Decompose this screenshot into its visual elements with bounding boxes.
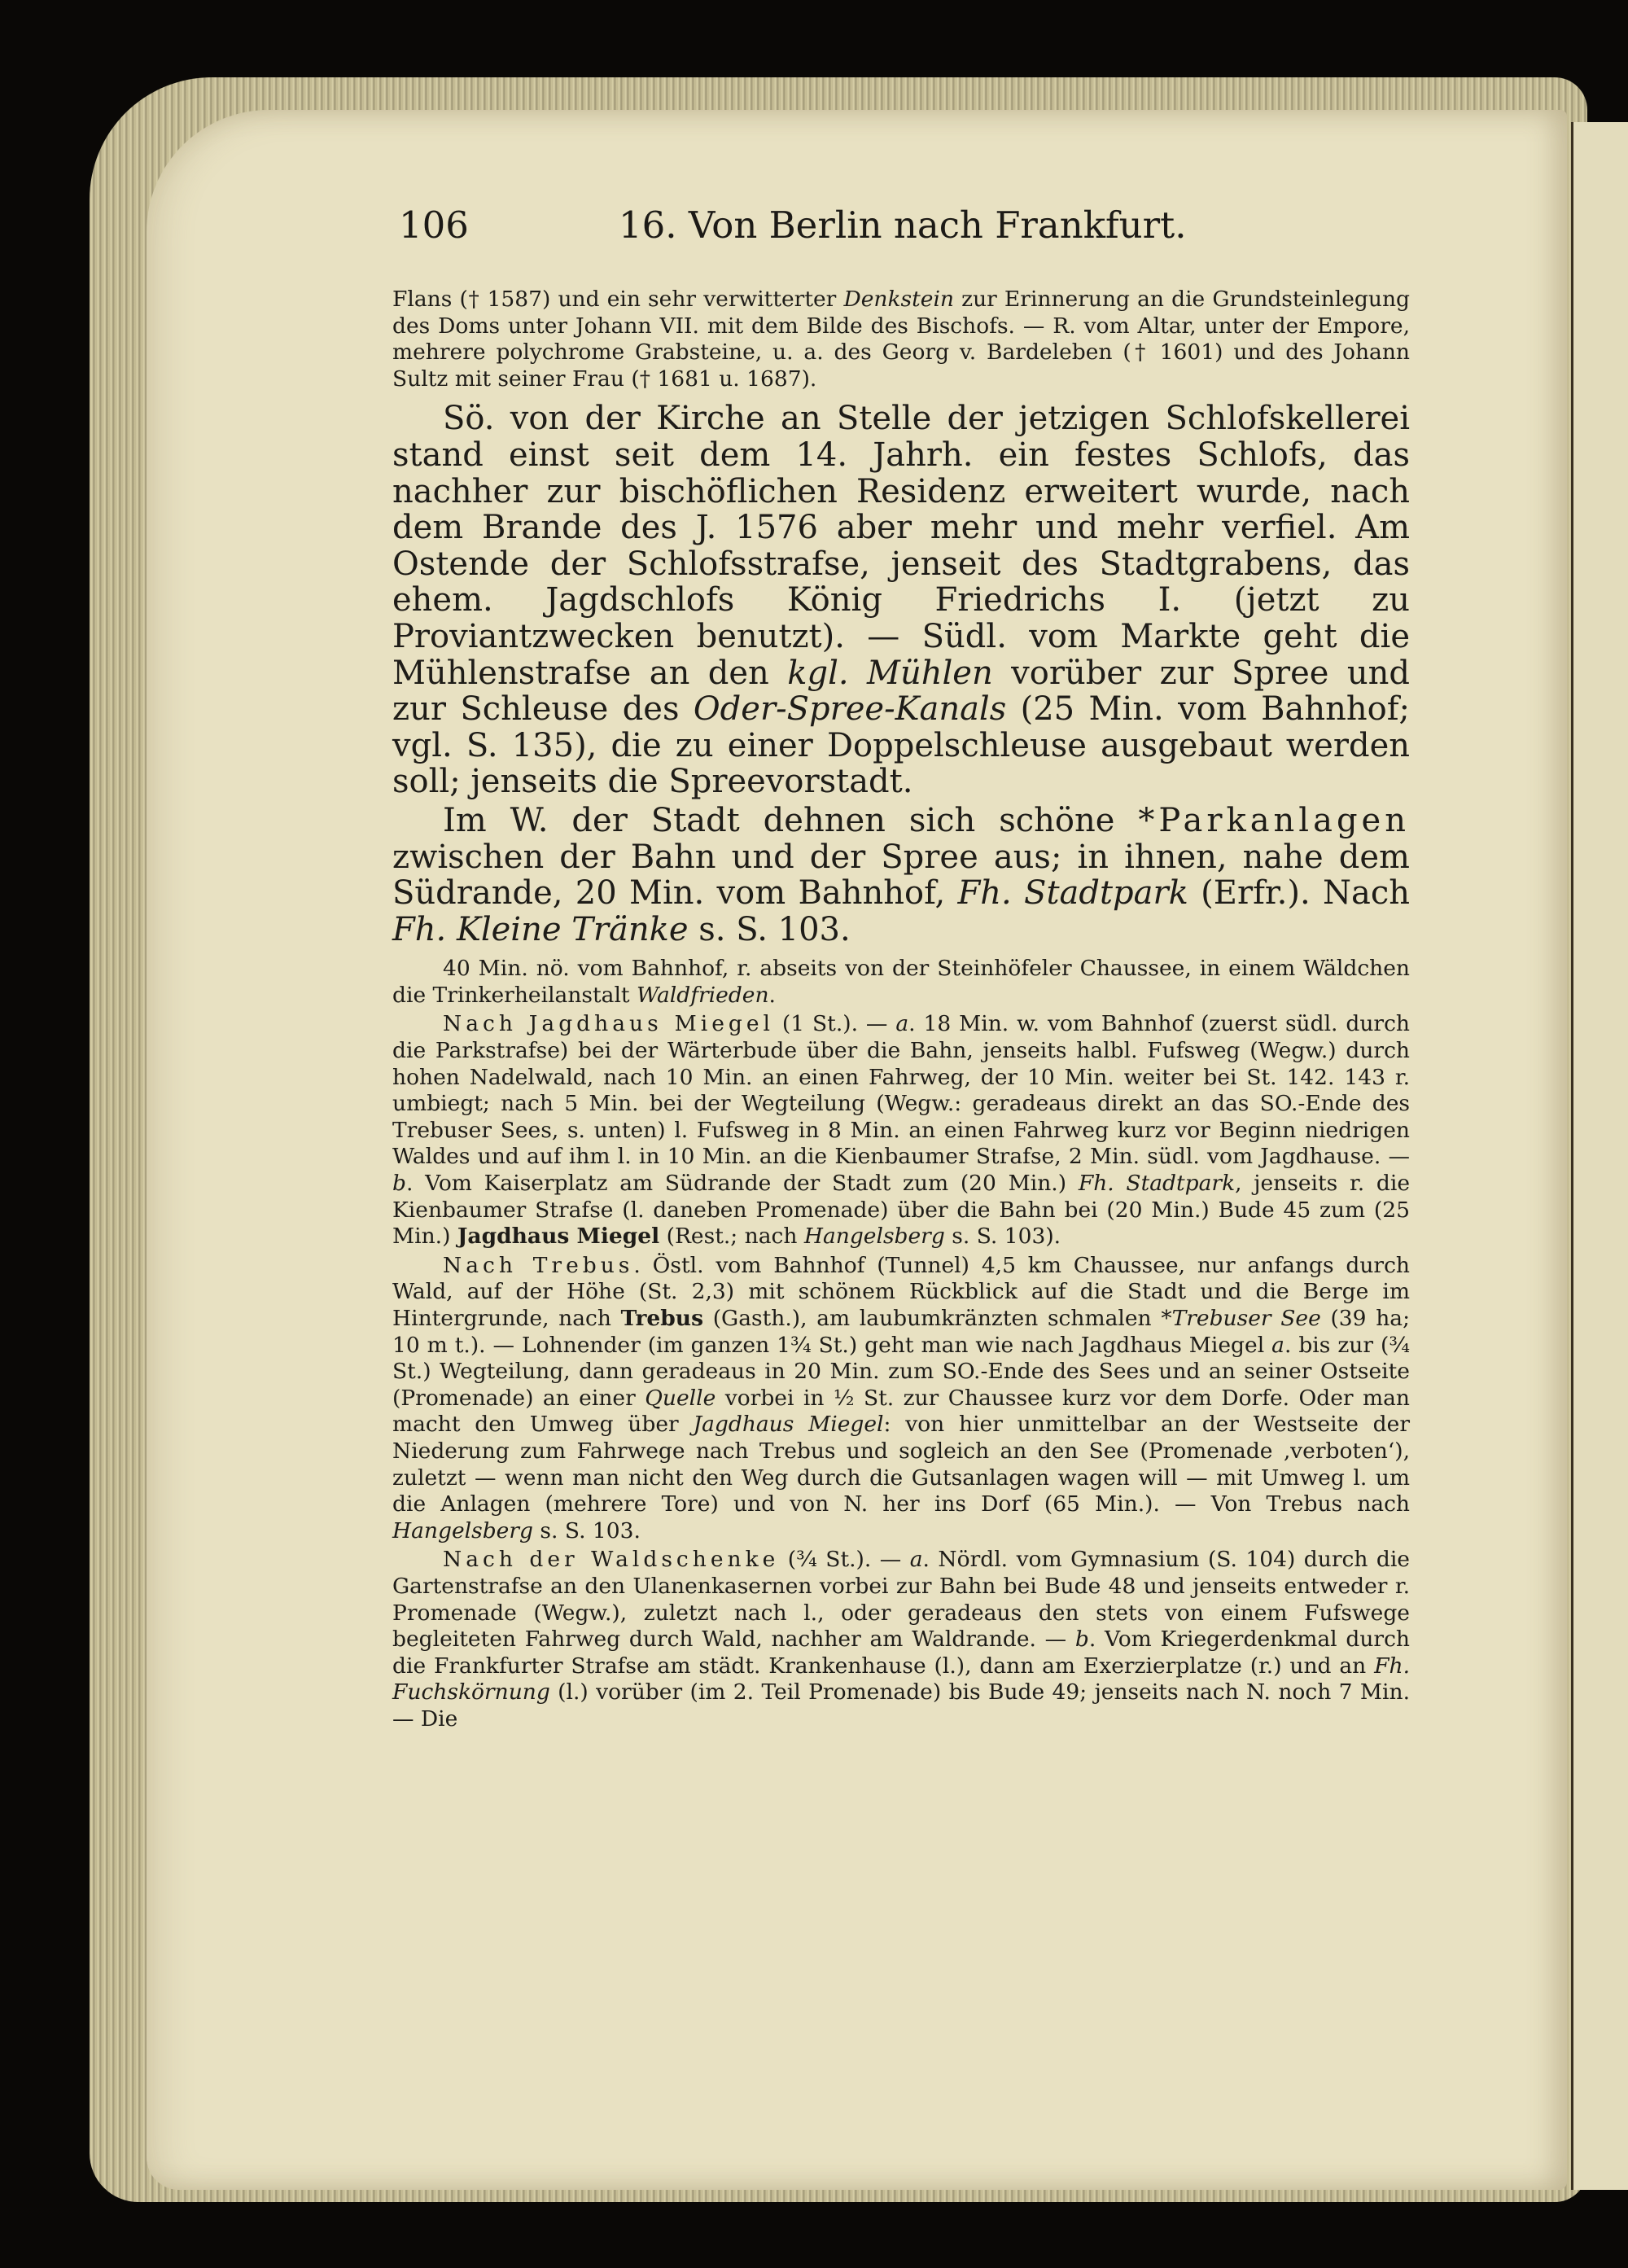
- paragraph-waldschenke: Nach der Waldschenke (¾ St.). — a. Nördl. vom Gymnasium (S. 104) durch die Gartenstrafse an den Ulanenkasernen vorbei zur Bahn bei Bude 48 und jenseits entweder r. Promenade (Wegw.), zuletzt nach l., oder geradeaus den stets von einem Fufswege begleiteten Fahrweg durch Wald, nachher am Waldrande. — b. Vom Kriegerdenkmal durch die Frankfurter Strafse am städt. Krankenhause (l.), dann am Exerzierplatze (r.) und an Fh. Fuchskörnung (l.) vorüber (im 2. Teil Promenade) bis Bude 49; jenseits nach N. noch 7 Min. — Die: [392, 1547, 1410, 1732]
- page-body: [392, 287, 1410, 1733]
- paragraph-parkanlagen: Im W. der Stadt dehnen sich schöne *Parkanlagen zwischen der Bahn und der Spree aus; in ihnen, nahe dem Südrande, 20 Min. vom Bahnhof, Fh. Stadtpark (Erfr.). Nach Fh. Kleine Tränke s. S. 103.: [392, 801, 1410, 948]
- paragraph-waldfrieden: 40 Min. nö. vom Bahnhof, r. abseits von der Steinhöfeler Chaussee, in einem Wäldchen die Trinkerheilanstalt Waldfrieden.: [392, 956, 1410, 1008]
- chapter-title: 16. Von Berlin nach Frankfurt.: [619, 204, 1187, 247]
- page-number: 106: [399, 204, 469, 247]
- paragraph-denkstein: Flans († 1587) und ein sehr verwitterter Denkstein zur Erinnerung an die Grundsteinlegung des Doms unter Johann VII. mit dem Bilde des Bischofs. — R. vom Altar, unter der Empore, mehrere polychrome Grabsteine, u. a. des Georg v. Bardeleben († 1601) und des Johann Sultz mit seiner Frau († 1681 u. 1687).: [392, 287, 1410, 392]
- running-header: [399, 204, 1408, 252]
- paragraph-jagdhaus-miegel: Nach Jagdhaus Miegel (1 St.). — a. 18 Min. w. vom Bahnhof (zuerst südl. durch die Parkstrafse) bei der Wärterbude über die Bahn, jenseits halbl. Fufsweg (Wegw.) durch hohen Nadelwald, nach 10 Min. an einen Fahrweg, der 10 Min. weiter bei St. 142. 143 r. umbiegt; nach 5 Min. bei der Wegteilung (Wegw.: geradeaus direkt an das SO.-Ende des Trebuser Sees, s. unten) l. Fufsweg in 8 Min. an einen Fahrweg kurz vor Beginn niedrigen Waldes und auf ihm l. in 10 Min. an die Kienbaumer Strafse, 2 Min. südl. vom Jagdhause. — b. Vom Kaiserplatz am Südrande der Stadt zum (20 Min.) Fh. Stadtpark, jenseits r. die Kienbaumer Strafse (l. daneben Promenade) über die Bahn bei (20 Min.) Bude 45 zum (25 Min.) Jagdhaus Miegel (Rest.; nach Hangelsberg s. S. 103).: [392, 1011, 1411, 1250]
- paragraph-trebus: Nach Trebus. Östl. vom Bahnhof (Tunnel) 4,5 km Chaussee, nur anfangs durch Wald, auf der Höhe (St. 2,3) mit schönem Rückblick auf die Stadt und die Berge im Hintergrunde, nach Trebus (Gasth.), am laubumkränzten schmalen *Trebuser See (39 ha; 10 m t.). — Lohnender (im ganzen 1¾ St.) geht man wie nach Jagdhaus Miegel a. bis zur (¾ St.) Wegteilung, dann geradeaus in 20 Min. zum SO.-Ende des Sees und an seiner Ostseite (Promenade) an einer Quelle vorbei in ½ St. zur Chaussee kurz vor dem Dorfe. Oder man macht den Umweg über Jagdhaus Miegel: von hier unmittelbar an der Westseite der Niederung zum Fahrwege nach Trebus und sogleich an den See (Promenade ‚verboten‘), zuletzt — wenn man nicht den Weg durch die Gutsanlagen wagen will — mit Umweg l. um die Anlagen (mehrere Tore) und von N. her ins Dorf (65 Min.). — Von Trebus nach Hangelsberg s. S. 103.: [392, 1252, 1411, 1543]
- facing-page-edge: [1571, 122, 1628, 2190]
- paragraph-schloss: Sö. von der Kirche an Stelle der jetzigen Schlofskellerei stand einst seit dem 14. Jahrh. ein festes Schlofs, das nachher zur bischöflichen Residenz erweitert wurde, nach dem Brande des J. 1576 aber mehr und mehr verfiel. Am Ostende der Schlofsstrafse, jenseit des Stadtgrabens, das ehem. Jagdschlofs König Friedrichs I. (jetzt zu Proviantzwecken benutzt). — Südl. vom Markte geht die Mühlenstrafse an den kgl. Mühlen vorüber zur Spree und zur Schleuse des Oder-Spree-Kanals (25 Min. vom Bahnhof; vgl. S. 135), die zu einer Doppelschleuse ausgebaut werden soll; jenseits die Spreevorstadt.: [392, 400, 1410, 801]
